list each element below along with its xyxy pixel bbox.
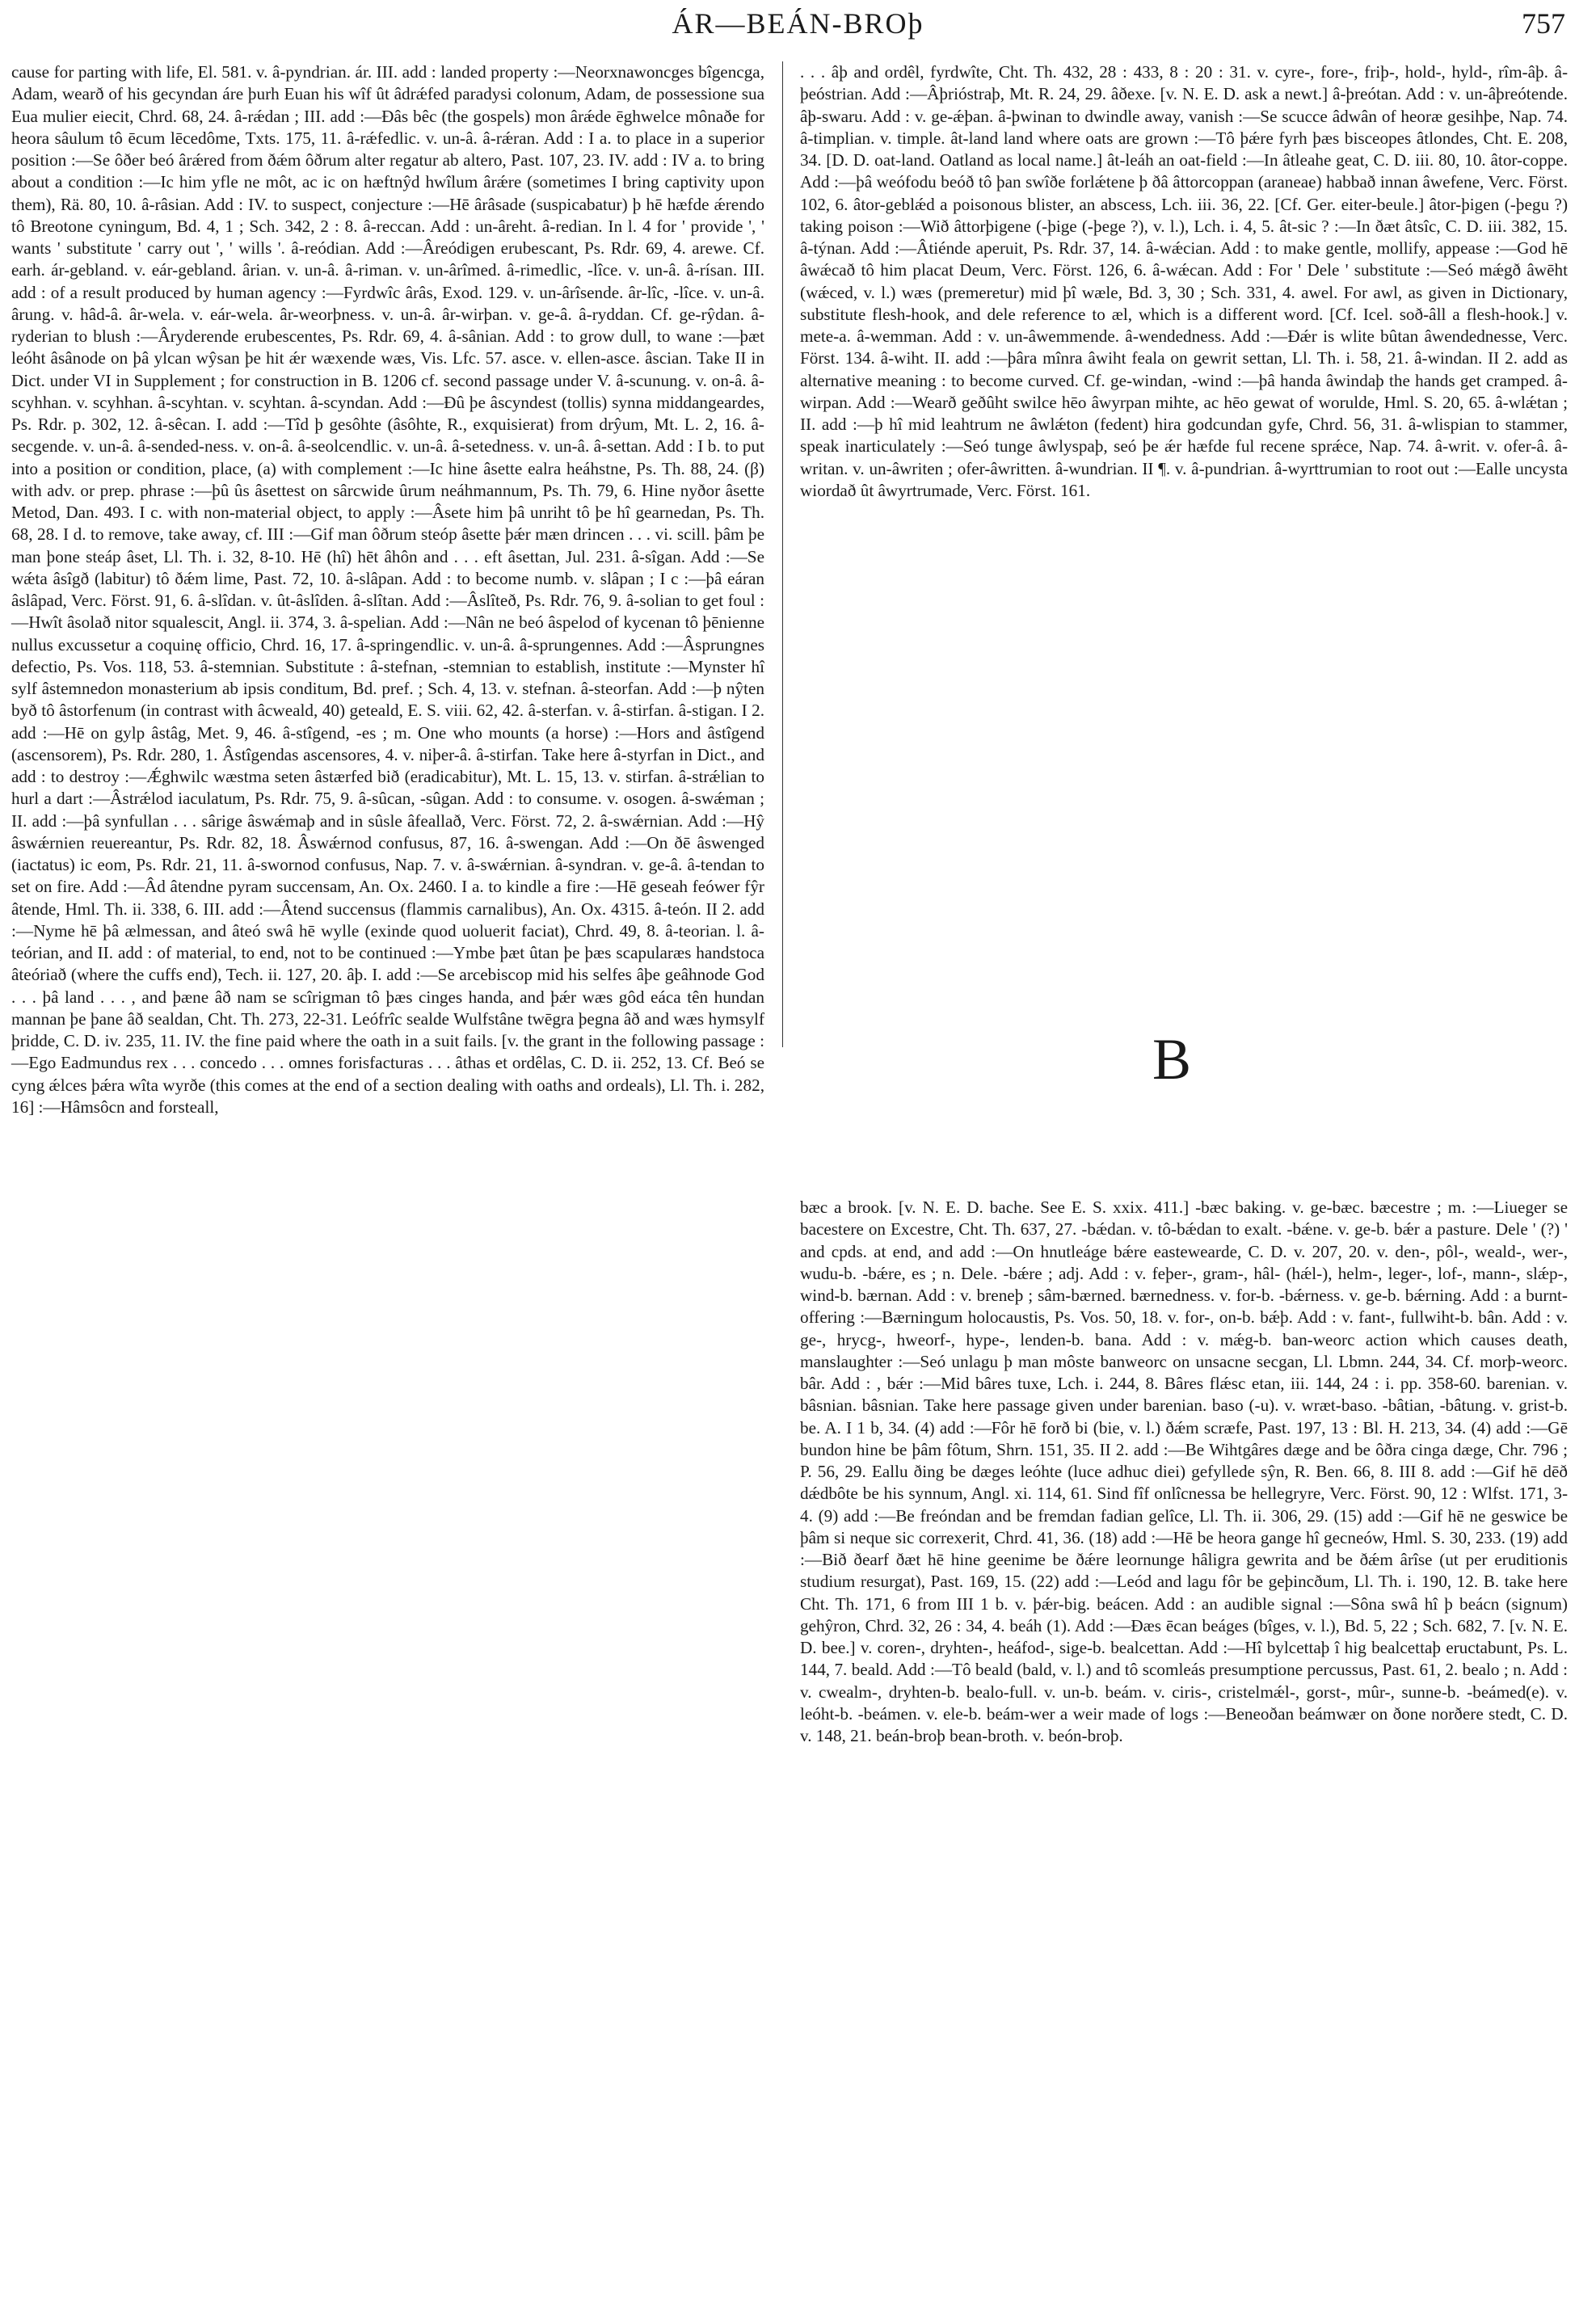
left-column (11, 61, 764, 1118)
section-letter: B (1152, 1027, 1192, 1092)
page-number: 757 (1522, 7, 1565, 40)
page-title: ÁR—BEÁN-BROþ (672, 7, 924, 40)
running-head (0, 0, 1596, 48)
right-column-bottom (800, 1197, 1568, 1747)
dictionary-entries: cause for parting with life, El. 581. v. â-pyndrian. ár. III. add : landed property :—Neorxnawoncges bîgencga, Adam, wearð of his gecyndan áre þurh Euan his wîf ût âdrǽfed paradysi colonum, Adam, de possessione sua Eua mulier eiecit, Chrd. 68, 24. â-rǽdan ; III. add :—Ðâs bêc (the gospels) mon ârǽde ēghwelce mônaðe for heora sâulum tô ēcum lēcedôme, Txts. 175, 11. â-rǽfedlic. v. un-â. â-rǽran. Add : I a. to place in a superior position :—Se ôðer beó ârǽred from ðǽm ôðrum alter regatur ab altero, Past. 107, 23. IV. add : IV a. to bring about a condition :—Ic him yfle ne môt, ac ic on hæftnŷd hwîlum ârǽre (sometimes I bring captivity upon them), Rä. 80, 10. â-râsian. Add : IV. to suspect, conjecture :—Hē ârâsade (suspicabatur) þ hē hæfde ǽrendo tô Breotone cyningum, Bd. 4, 1 ; Sch. 342, 2 : 8. â-reccan. Add : un-âreht. â-redian. In l. 4 for ' provide ', ' wants ' substitute ' carry out ', ' wills '. â-reódian. Add :—Âreódigen erubescant, Ps. Rdr. 69, 4. arewe. Cf. earh. ár-gebland. v. eár-gebland. ârian. v. un-â. â-riman. v. un-ârîmed. â-rimedlic, -lîce. v. un-â. â-rísan. III. add : of a result produced by human agency :—Fyrdwîc ârâs, Exod. 129. v. un-ârîsende. âr-lîc, -lîce. v. un-â. ârung. v. hâd-â. âr-wela. v. eár-wela. âr-weorþness. v. un-â. âr-wirþan. v. ge-â. â-ryddan. Cf. ge-rŷdan. â-ryderian to blush :—Âryderende erubescentes, Ps. Rdr. 69, 4. â-sânian. Add : to grow dull, to wane :—þæt leóht âsânode on þâ ylcan wŷsan þe hit ǽr wæxende wæs, Vis. Lfc. 57. asce. v. ellen-asce. âscian. Take II in Dict. under VI in Supplement ; for construction in B. 1206 cf. second passage under V. â-scunung. v. on-â. â-scyhhan. v. scyhhan. â-scyhtan. v. scyhtan. â-scyndan. Add :—Ðû þe âscyndest (tollis) synna middangeardes, Ps. Rdr. p. 302, 12. â-sêcan. I. add :—Tîd þ gesôhte (âsôhte, R., exquisierat) from drŷum, Mt. L. 2, 16. â-secgende. v. un-â. â-sended-ness. v. on-â. â-seolcendlic. v. un-â. â-setedness. v. un-â. â-settan. Add : I b. to put into a position or condition, place, (a) with complement :—Ic hine âsette ealra heáhstne, Ps. Th. 88, 24. (β) with adv. or prep. phrase :—þû ûs âsettest on sârcwide ûrum neáhmannum, Ps. Th. 79, 6. Hine nyðor âsette Metod, Dan. 493. I c. with non-material object, to apply :—Âsete him þâ unriht tô þe hî gearnedan, Ps. Th. 68, 28. I d. to remove, take away, cf. III :—Gif man ôðrum steóp âsette þǽr mæn drincen . . . vi. scill. þâm þe man þone steáp âset, Ll. Th. i. 32, 8-10. Hē (hî) hēt âhôn and . . . eft âsettan, Jul. 231. â-sîgan. Add :—Se wǽta âsîgð (labitur) tô ðǽm lime, Past. 72, 10. â-slâpan. Add : to become numb. v. slâpan ; I c :—þâ eáran âslâpad, Verc. Först. 91, 6. â-slîdan. v. ût-âslîden. â-slîtan. Add :—Âslîteð, Ps. Rdr. 76, 9. â-solian to get foul :—Hwît âsolað nitor squalescit, Angl. ii. 374, 3. â-spelian. Add :—Nân ne beó âspelod of kycenan tô þēnienne nullus excussetur a coquinę officio, Chrd. 16, 17. â-springendlic. v. un-â. â-sprungennes. Add :—Âsprungnes defectio, Ps. Vos. 118, 53. â-stemnian. Substitute : â-stefnan, -stemnian to establish, institute :—Mynster hî sylf âstemnedon monasterium ab ipsis conditum, Bd. pref. ; Sch. 4, 13. v. stefnan. â-steorfan. Add :—þ nŷten byð tô âstorfenum (in contrast with âcweald, 40) geteald, E. S. viii. 62, 42. â-sterfan. v. â-stirfan. â-stigan. I 2. add :—Hē on gylp âstâg, Met. 9, 46. â-stîgend, -es ; m. One who mounts (a horse) :—Hors and âstîgend (ascensorem), Ps. Rdr. 280, 1. Âstîgendas ascensores, 4. v. niþer-â. â-stirfan. Take here â-styrfan in Dict., and add : to destroy :—Ǽghwilc wæstma seten âstærfed bið (eradicabitur), Mt. L. 15, 13. v. stirfan. â-strǽlian to hurl a dart :—Âstrǽlod iaculatum, Ps. Rdr. 75, 9. â-sûcan, -sûgan. Add : to consume. v. osogen. â-swǽman ; II. add :—þâ synfullan . . . sârige âswǽmaþ and in sûsle âfeallað, Verc. Först. 72, 2. â-swǽrnian. Add :—Hŷ âswǽrnien reuereantur, Ps. Rdr. 82, 18. Âswǽrnod confusus, 87, 16. â-swengan. Add :—On ðē âswenged (iactatus) ic eom, Ps. Rdr. 21, 11. â-swornod confusus, Nap. 7. v. â-swǽrnian. â-syndran. v. ge-â. â-tendan to set on fire. Add :—Âd âtendne pyram succensam, An. Ox. 2460. I a. to kindle a fire :—Hē geseah feówer fŷr âtende, Hml. Th. ii. 338, 6. III. add :—Âtend succensus (flammis carnalibus), An. Ox. 4315. â-teón. II 2. add :—Nyme hē þâ ælmessan, and âteó swâ hē wylle (exinde quod uoluerit faciat), Chrd. 49, 8. â-teorian. l. â-teórian, and II. add : of material, to end, not to be continued :—Ymbe þæt ûtan þe þæs scapularæs handstoca âteóriað (where the cuffs end), Tech. ii. 127, 20. âþ. I. add :—Se arcebiscop mid his selfes âþe geâhnode God . . . þâ land . . . , and þæne âð nam se scîrigman tô þæs cinges handa, and þǽr wæs gôd eáca tên hundan mannan þe þane âð sealdan, Cht. Th. 273, 22-31. Leófrîc sealde Wulfstâne twēgra þegna âð and wæs hymsylf þridde, C. D. iv. 235, 11. IV. the fine paid where the oath in a suit fails. [v. the grant in the following passage :—Ego Eadmundus rex . . . concedo . . . omnes forisfacturas . . . âthas et ordêlas, C. D. ii. 252, 13. Cf. Beó se cyng ǽlces þǽra wîta wyrðe (this comes at the end of a section dealing with oaths and ordeals), Ll. Th. i. 282, 16] :—Hâmsôcn and forsteall, (11, 62, 764, 1117)
column-divider (782, 61, 783, 1047)
right-column-top (800, 61, 1568, 502)
dictionary-entries: bæc a brook. [v. N. E. D. bache. See E. S. xxix. 411.] -bæc baking. v. ge-bæc. bæcestre ; m. :—Liueger se bacestere on Excestre, Cht. Th. 637, 27. -bǽdan. v. tô-bǽdan to exalt. -bǽne. v. ge-b. bǽr a pasture. Dele ' (?) ' and cpds. at end, and add :—On hnutleáge bǽre eastewearde, C. D. v. 207, 20. v. den-, pôl-, weald-, wer-, wudu-b. -bǽre, es ; n. Dele. -bǽre ; adj. Add : v. feþer-, gram-, hâl- (hǽl-), helm-, leger-, lof-, mann-, slǽp-, wind-b. bærnan. Add : v. breneþ ; sâm-bærned. bærnedness. v. for-b. -bǽrness. v. ge-b. bǽrning. Add : a burnt-offering :—Bærningum holocaustis, Ps. Vos. 50, 18. v. for-, on-b. bǽþ. Add : v. fant-, fullwiht-b. bân. Add : v. ge-, hrycg-, hweorf-, hype-, lenden-b. bana. Add : v. mǽg-b. ban-weorc action which causes death, manslaughter :—Seó unlagu þ man môste banweorc on unsacne secgan, Ll. Lbmn. 244, 34. Cf. morþ-weorc. bâr. Add : , bǽr :—Mid bâres tuxe, Lch. i. 244, 8. Bâres flǽsc etan, iii. 144, 24 : i. pp. 358-60. barenian. v. bâsnian. bâsnian. Take here passage given under barenian. baso (-u). v. wræt-baso. -bâtian, -bâtung. v. grist-b. be. A. I 1 b, 34. (4) add :—Fôr hē forð bi (bie, v. l.) ðǽm scræfe, Past. 197, 13 : Bl. H. 213, 34. (4) add :—Gē bundon hine be þâm fôtum, Shrn. 151, 35. II 2. add :—Be Wihtgâres dæge and be ôðra cinga dæge, Chr. 796 ; P. 56, 29. Eallu ðing be dæges leóhte (luce adhuc diei) gefyllede sŷn, R. Ben. 66, 8. III 8. add :—Gif hē dēð dǽdbôte be his synnum, Angl. xi. 114, 61. Sind fîf onlîcnessa be hellegryre, Verc. Först. 90, 12 : Wlfst. 171, 3-4. (9) add :—Be freóndan and be fremdan fadian gelîce, Ll. Th. ii. 306, 29. (15) add :—Gif hē ne geswice be þâm si neque sic correxerit, Chrd. 41, 36. (18) add :—Hē be heora gange hî gecneów, Hml. S. 30, 233. (19) add :—Bið ðearf ðæt hē hine geenime be ðǽre leornunge hâligra gewrita and be ðǽm ârîse (ut per eruditionis studium resurgat), Past. 169, 15. (22) add :—Leód and lagu fôr be geþincðum, Ll. Th. i. 190, 12. B. take here Cht. Th. 171, 6 from III 1 b. v. þǽr-big. beácen. Add : an audible signal :—Sôna swâ hî þ beácn (signum) gehŷron, Chrd. 32, 26 : 34, 4. beáh (1). Add :—Ðæs ēcan beáges (bîges, v. l.), Bd. 5, 22 ; Sch. 682, 7. [v. N. E. D. bee.] v. coren-, dryhten-, heáfod-, sige-b. bealcettan. Add :—Hî bylcettaþ î hig bealcettaþ eructabunt, Ps. L. 144, 7. beald. Add :—Tô beald (bald, v. l.) and tô scomleás presumptione percussus, Past. 61, 2. bealo ; n. Add : v. cwealm-, dryhten-b. bealo-full. v. un-b. beám. v. ciris-, cristelmǽl-, gorst-, mûr-, sunne-b. -beámed(e). v. leóht-b. -beámen. v. ele-b. beám-wer a weir made of logs :—Beneoðan beámwær on ðone norðere stedt, C. D. v. 148, 21. beán-broþ bean-broth. v. beón-broþ. (800, 1198, 1568, 1745)
dictionary-entries: . . . âþ and ordêl, fyrdwîte, Cht. Th. 432, 28 : 433, 8 : 20 : 31. v. cyre-, fore-, friþ-, hold-, hyld-, rîm-âþ. â-þeóstrian. Add :—Âþrióstraþ, Mt. R. 24, 29. âðexe. [v. N. E. D. ask a newt.] â-þreótan. Add : v. un-âþreótende. âþ-swaru. Add : v. ge-ǽþan. â-þwinan to dwindle away, vanish :—Se scucce âdwân of heoræ gesihþe, Nap. 74. â-timplian. v. timple. ât-land land where oats are grown :—Tô þǽre fyrh þæs bisceopes âtlondes, Cht. E. 208, 34. [D. D. oat-land. Oatland as local name.] ât-leáh an oat-field :—In âtleahe geat, C. D. iii. 80, 10. âtor-coppe. Add :—þâ weófodu beóð tô þan swîðe forlǽtene þ ðâ âttorcoppan (araneae) habbað innan âwefene, Verc. Först. 102, 6. âtor-geblǽd a poisonous blister, an abscess, Lch. iii. 36, 22. [Cf. Ger. eiter-beule.] âtor-þigen (-þegu ?) taking poison :—Wið âttorþigene (-þige (-þege ?), v. l.), Lch. i. 4, 5. ât-sic ? :—In ðæt âtsîc, C. D. iii. 382, 15. â-týnan. Add :—Âtiénde aperuit, Ps. Rdr. 37, 14. â-wǽcian. Add : to make gentle, mollify, appease :—God hē âwǽcað tô him placat Deum, Verc. Först. 126, 6. â-wǽcan. Add : For ' Dele ' substitute :—Seó mǽgð âwēht (wǽced, v. l.) wæs (premeretur) mid þî wæle, Bd. 3, 30 ; Sch. 331, 4. awel. For awl, as given in Dictionary, substitute flesh-hook, and dele reference to æl, which is a different word. [Cf. Icel. soð-âll a flesh-hook.] v. mete-a. â-wemman. Add : v. un-âwemmende. â-wendedness. Add :—Ðǽr is wlite bûtan âwendednesse, Verc. Först. 134. â-wiht. II. add :—þâra mînra âwiht feala on gewrit settan, Ll. Th. i. 58, 21. â-windan. II 2. add as alternative meaning : to become curved. Cf. ge-windan, -wind :—þâ handa âwindaþ the hands get cramped. â-wirpan. Add :—Wearð geðûht swilce hēo âwyrpan mihte, ac hēo gewat of worulde, Hml. S. 20, 65. â-wlǽtan ; II. add :—þ hî mid leahtrum ne âwlǽton (fedent) hira godcundan gyfe, Chrd. 56, 31. â-wlispian to stammer, speak inarticulately :—Seó tunge âwlyspaþ, seó þe ǽr hæfde ful recene sprǽce, Nap. 74. â-writ. v. ofer-â. â-writan. v. un-âwriten ; ofer-âwritten. â-wundrian. II ¶. v. â-pundrian. â-wyrttrumian to root out :—Ealle uncysta wiordað ût âwyrtrumade, Verc. Först. 161. (800, 62, 1568, 500)
